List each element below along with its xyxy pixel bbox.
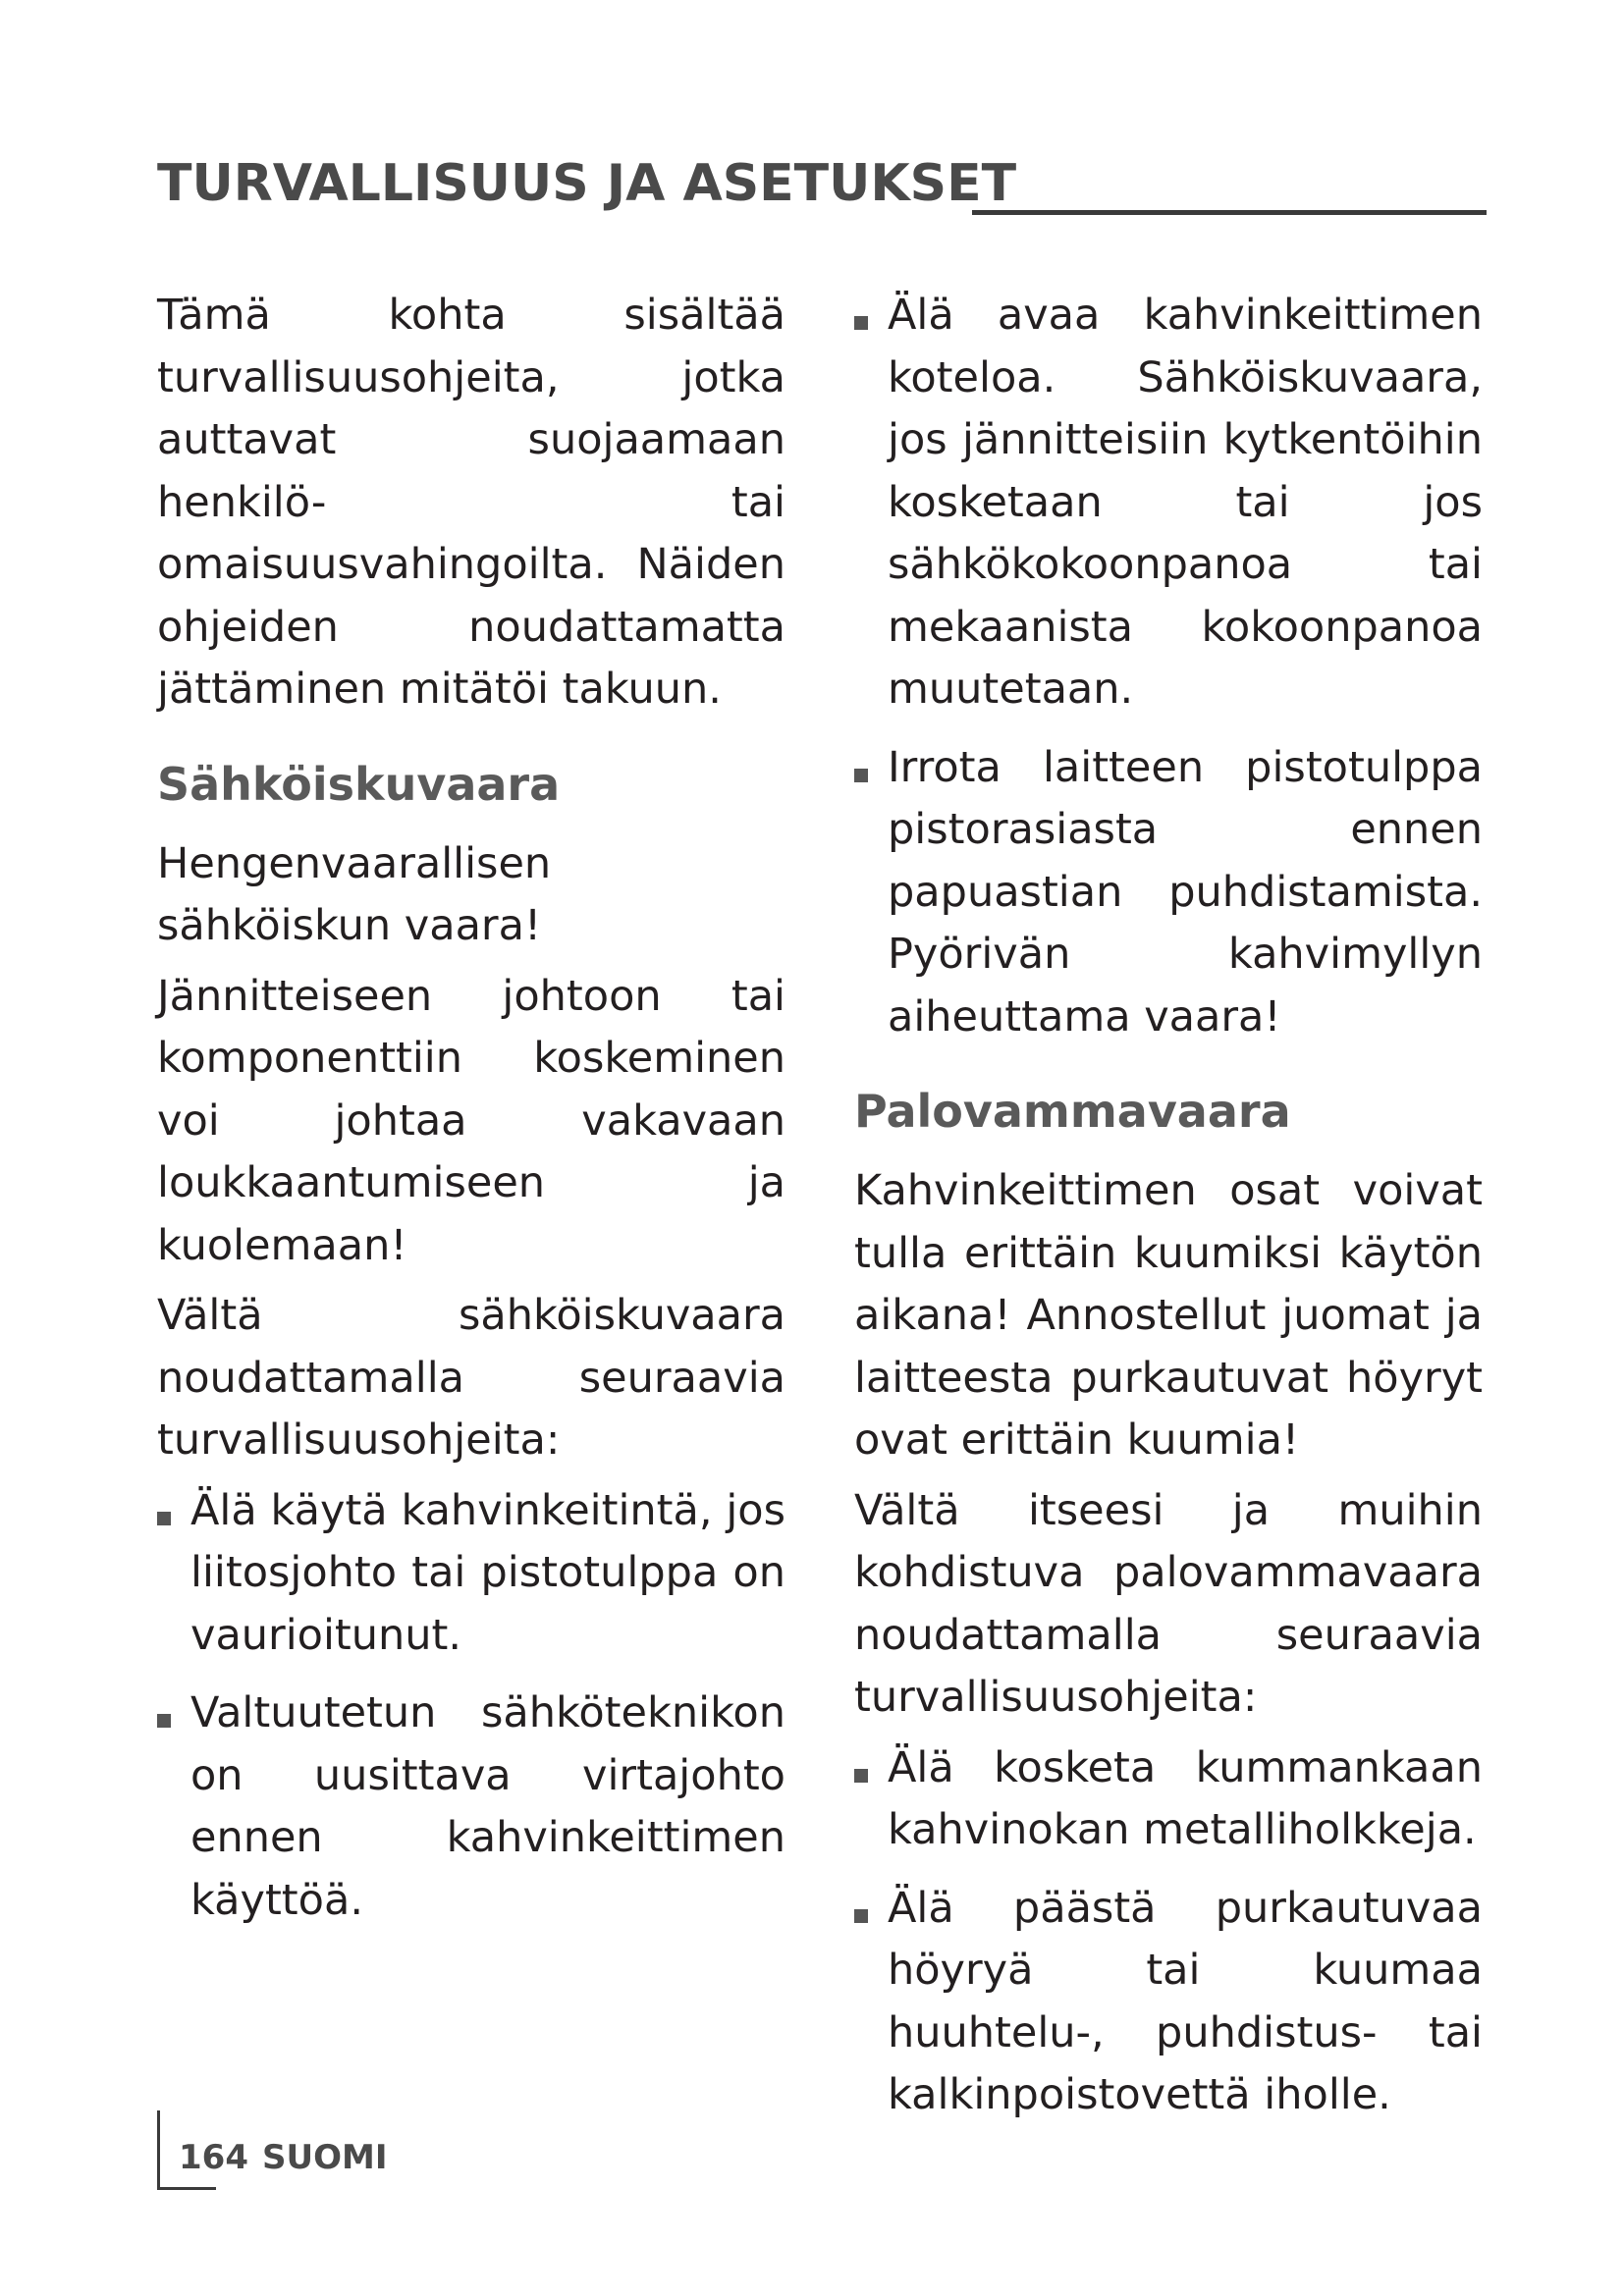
- bullet-text: Älä avaa kahvinkeittimen koteloa. Sähköiskuvaara, jos jännitteisiin kytkentöihin kosketaan tai jos sähkökokoonpanoa tai mekaanista kokoonpanoa muutetaan.: [888, 291, 1483, 714]
- list-item: [854, 1737, 1483, 1862]
- electric-shock-bullet-list-continued: [854, 285, 1483, 1048]
- page-footer: [157, 2110, 452, 2191]
- square-bullet-icon: [854, 1769, 868, 1783]
- section-heading-electric-shock: Sähköiskuvaara: [157, 757, 561, 811]
- square-bullet-icon: [854, 316, 868, 330]
- square-bullet-icon: [854, 1909, 868, 1923]
- page-title: TURVALLISUUS JA ASETUKSET: [157, 154, 1017, 213]
- square-bullet-icon: [157, 1512, 171, 1525]
- bullet-text: Älä kosketa kummankaan kahvinokan metalliholkkeja.: [888, 1742, 1483, 1854]
- right-column: [854, 285, 1483, 2143]
- intro-paragraph: Tämä kohta sisältää turvallisuusohjeita, jotka auttavat suojaamaan henkilö- tai omaisuusvahingoilta. Näiden ohjeiden noudattamatta jättäminen mitätöi takuun.: [157, 291, 785, 714]
- section-heading-burn-hazard: Palovammavaara: [854, 1085, 1291, 1138]
- header-rule: [972, 210, 1487, 215]
- bullet-text: Älä päästä purkautuvaa höyryä tai kuumaa huuhtelu-, puhdistus- tai kalkinpoistovettä iholle.: [888, 1883, 1483, 2119]
- square-bullet-icon: [157, 1714, 171, 1728]
- left-column: [157, 285, 785, 1948]
- list-item: [157, 1682, 785, 1932]
- burn-hazard-warning: Kahvinkeittimen osat voivat tulla erittäin kuumiksi käytön aikana! Annostellut juomat ja laitteesta purkautuvat höyryt ovat erittäin kuumia!: [854, 1166, 1483, 1465]
- electric-shock-detail: Jännitteiseen johtoon tai komponenttiin koskeminen voi johtaa vakavaan loukkaantumiseen ja kuolemaan!: [157, 971, 785, 1270]
- electric-shock-bullet-list: [157, 1480, 785, 1933]
- page-header: [157, 149, 1487, 228]
- footer-label: [179, 2138, 401, 2177]
- list-item: [854, 737, 1483, 1049]
- footer-horizontal-rule: [157, 2187, 216, 2190]
- list-item: [854, 1878, 1483, 2127]
- page-number: 164: [179, 2138, 248, 2177]
- bullet-text: Irrota laitteen pistotulppa pistorasiasta ennen papuastian puhdistamista. Pyörivän kahvimyllyn aiheuttama vaara!: [888, 742, 1483, 1041]
- list-item: [854, 285, 1483, 721]
- footer-vertical-rule: [157, 2110, 160, 2189]
- burn-hazard-bullet-list: [854, 1737, 1483, 2127]
- bullet-text: Älä käytä kahvinkeitintä, jos liitosjohto tai pistotulppa on vaurioitunut.: [190, 1485, 785, 1660]
- list-item: [157, 1480, 785, 1668]
- square-bullet-icon: [854, 769, 868, 782]
- bullet-text: Valtuutetun sähköteknikon on uusittava virtajohto ennen kahvinkeittimen käyttöä.: [190, 1688, 785, 1925]
- electric-shock-instruction: Vältä sähköiskuvaara noudattamalla seuraavia turvallisuusohjeita:: [157, 1291, 785, 1465]
- burn-hazard-instruction: Vältä itseesi ja muihin kohdistuva palovammavaara noudattamalla seuraavia turvallisuusohjeita:: [854, 1485, 1483, 1722]
- footer-language: SUOMI: [261, 2138, 388, 2177]
- electric-shock-warning: Hengenvaarallisen sähköiskun vaara!: [157, 838, 552, 950]
